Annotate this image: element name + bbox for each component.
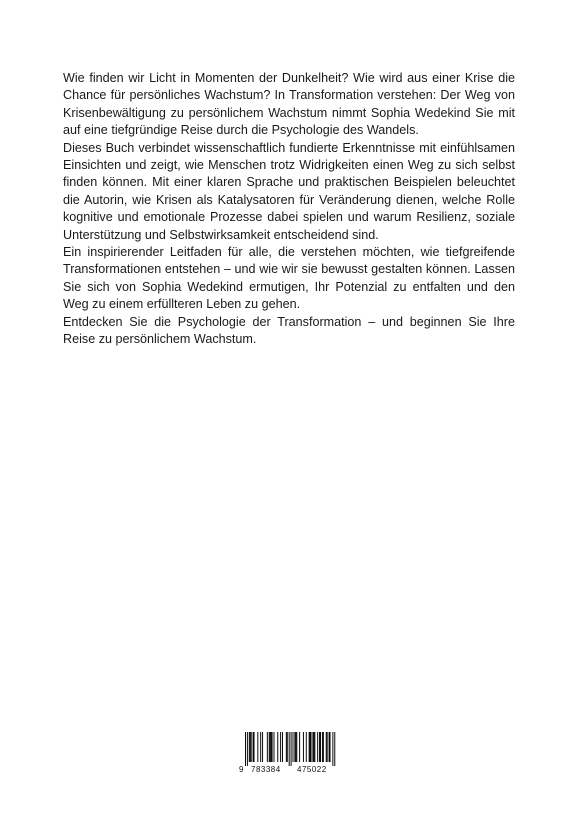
barcode-bar	[272, 732, 273, 762]
barcode-bar	[250, 732, 251, 762]
barcode-bar	[313, 732, 314, 762]
blurb-paragraph-4: Entdecken Sie die Psychologie der Transformation – und beginnen Sie Ihre Reise zu persönlichem Wachstum.	[63, 314, 515, 347]
barcode-left-digits: 783384	[251, 765, 281, 774]
barcode-bar	[254, 732, 255, 762]
barcode-bar	[329, 732, 330, 762]
barcode-guard-bar	[245, 732, 246, 766]
barcode-bar	[330, 732, 331, 762]
barcode-bar	[326, 732, 327, 762]
barcode-right-digits: 475022	[297, 765, 327, 774]
barcode-bar	[280, 732, 281, 762]
barcode-bar	[293, 732, 294, 762]
barcode-bar	[251, 732, 252, 762]
barcode-digits	[238, 765, 340, 775]
blurb-paragraph-3: Ein inspirierender Leitfaden für alle, die verstehen möchten, wie tiefgreifende Transformationen entstehen – und wie wir sie bewusst gestalten können. Lassen Sie sich von Sophia Wedekind ermutigen, Ihr Potenzial zu entfalten und den Weg zu einem erfüllteren Leben zu gehen.	[63, 245, 515, 312]
barcode-bar	[311, 732, 312, 762]
barcode-bar	[319, 732, 320, 762]
barcode-bar	[287, 732, 288, 762]
barcode-guard-bar	[291, 732, 292, 766]
barcode-guard-bar	[247, 732, 248, 766]
barcode-bar	[306, 732, 307, 762]
barcode-bar	[317, 732, 318, 762]
barcode-bar	[312, 732, 313, 762]
barcode-bar	[257, 732, 258, 762]
barcode-bar	[249, 732, 250, 762]
barcode-bar	[262, 732, 263, 762]
barcode-first-digit: 9	[239, 765, 244, 774]
barcode-bar	[286, 732, 287, 762]
barcode-bar	[269, 732, 270, 762]
barcode-guard-bar	[332, 732, 333, 766]
barcode-bar	[260, 732, 261, 762]
barcode-bar	[310, 732, 311, 762]
barcode-bar	[282, 732, 283, 762]
barcode-bar	[295, 732, 296, 762]
barcode-bar	[271, 732, 272, 762]
blurb-paragraph-1: Wie finden wir Licht in Momenten der Dunkelheit? Wie wird aus einer Krise die Chance für persönliches Wachstum? In Transformation verstehen: Der Weg von Krisenbewältigung zu persönlichem Wachstum nimmt Sophia Wedekind Sie mit auf eine tiefgründige Reise durch die Psychologie des Wandels.	[63, 71, 515, 138]
barcode-bar	[274, 732, 275, 762]
barcode-bar	[253, 732, 254, 762]
barcode-bar	[303, 732, 304, 762]
barcode-guard-bar	[289, 732, 290, 766]
barcode-guard-bar	[334, 732, 335, 766]
barcode-bar	[322, 732, 323, 762]
barcode-bar	[299, 732, 300, 762]
isbn-barcode	[238, 732, 340, 772]
blurb-text	[63, 70, 515, 349]
barcode-bar	[270, 732, 271, 762]
blurb-paragraph-2: Dieses Buch verbindet wissenschaftlich fundierte Erkenntnisse mit einfühlsamen Einsichten und zeigt, wie Menschen trotz Widrigkeiten einen Weg zu sich selbst finden können. Mit einer klaren Sprache und praktischen Beispielen beleuchtet die Autorin, wie Krisen als Katalysatoren für Veränderung dienen, welche Rolle kognitive und emotionale Prozesse dabei spielen und warum Resilienz, soziale Unterstützung und Selbstwirksamkeit entscheidend sind.	[63, 140, 515, 242]
barcode-bars	[238, 732, 340, 766]
barcode-bar	[309, 732, 310, 762]
barcode-bar	[296, 732, 297, 762]
barcode-bar	[320, 732, 321, 762]
barcode-bar	[294, 732, 295, 762]
barcode-bar	[314, 732, 315, 762]
barcode-bar	[327, 732, 328, 762]
barcode-bar	[277, 732, 278, 762]
barcode-bar	[323, 732, 324, 762]
barcode-bar	[267, 732, 268, 762]
